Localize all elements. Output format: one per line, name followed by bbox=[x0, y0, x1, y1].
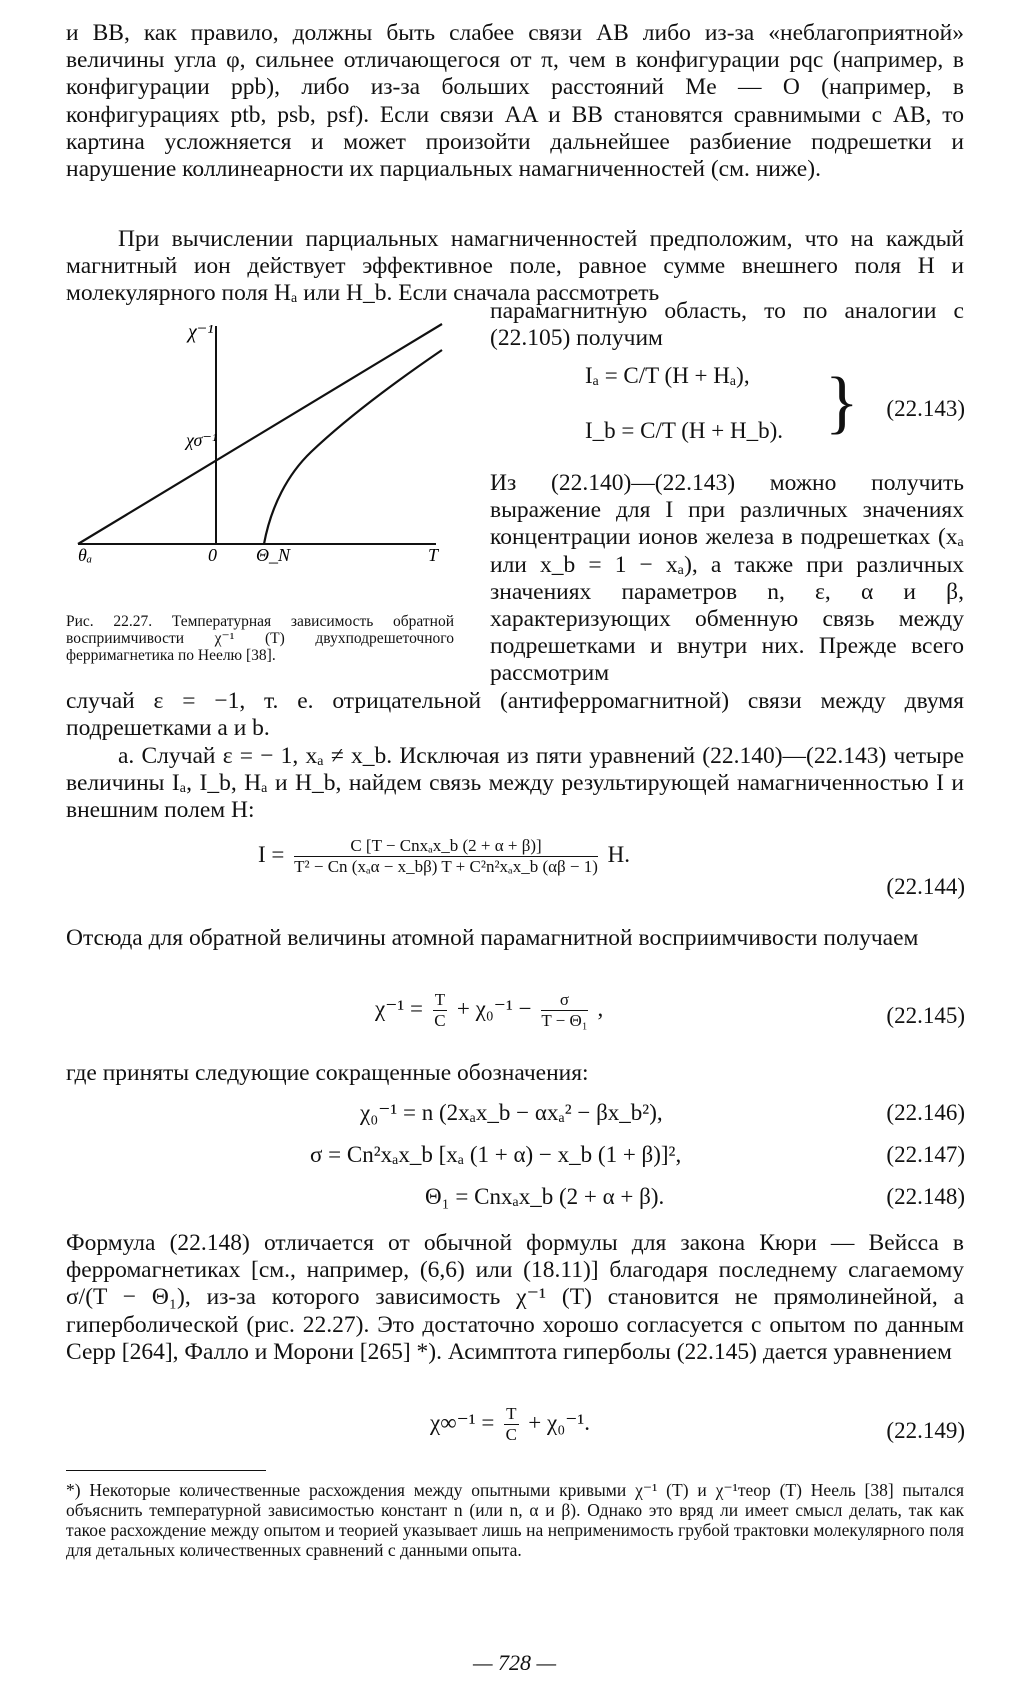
eq145-frac-sigma bbox=[541, 990, 587, 1031]
eq145-middle: + χ₀⁻¹ − bbox=[456, 995, 532, 1021]
equation-number-146: (22.146) bbox=[886, 1100, 965, 1125]
paragraph-5: Отсюда для обратной величины атомной парамагнитной восприимчивости получаем bbox=[66, 925, 919, 951]
paragraph-7: Формула (22.148) отличается от обычной формулы для закона Кюри — Вейсса в ферромагнетиках [см., например, (6,6) или (18.11)] благодаря последнему слагаемому σ/(T − Θ₁), из-за которого зависимость χ⁻¹ (T) становится не прямолинейной, а гиперболической (рис. 22.27). Это достаточно хорошо согласуется с опытом по данным Серр [264], Фалло и Морони [265] *). Асимптота гиперболы (22.145) дается уравнением bbox=[66, 1230, 964, 1365]
eq149-c: C bbox=[505, 1425, 517, 1444]
eq145-denominator: T − Θ₁ bbox=[541, 1011, 588, 1030]
eq149-frac bbox=[504, 1404, 518, 1445]
footnote: *) Некоторые количественные расхождения между опытными кривыми χ⁻¹ (T) и χ⁻¹теор (T) Неель [38] пытался объяснить температурной зависимостью констант n (или n, α и β). Однако это вряд ли имеет смысл делать, так как такое расхождение между опытом и теорией указывает лишь на неприменимость грубой трактовки молекулярного поля для детальных количественных сравнений с данными опыта. bbox=[66, 1480, 964, 1560]
y-tick-label: χσ⁻¹ bbox=[186, 430, 218, 450]
equation-146: χ₀⁻¹ = n (2xₐx_b − αxₐ² − βx_b²), bbox=[360, 1100, 663, 1125]
equation-number-148: (22.148) bbox=[886, 1184, 965, 1209]
eq145-end: , bbox=[597, 995, 604, 1021]
equation-144 bbox=[258, 836, 630, 877]
equation-number-149: (22.149) bbox=[886, 1418, 965, 1443]
equation-145 bbox=[375, 990, 603, 1031]
equation-149 bbox=[430, 1404, 590, 1445]
paragraph-2-continued: парамагнитную область, то по аналогии с (22.105) получим bbox=[490, 298, 964, 352]
asymptote-line bbox=[78, 324, 442, 544]
equation-143b: I_b = C/T (H + H_b). bbox=[585, 418, 784, 443]
equation-148: Θ₁ = Cnxₐx_b (2 + α + β). bbox=[425, 1184, 665, 1209]
eq145-frac-tc bbox=[433, 990, 447, 1031]
equation-number-144: (22.144) bbox=[886, 874, 965, 899]
eq149-rhs: + χ₀⁻¹. bbox=[528, 1409, 590, 1435]
x-label-zero: 0 bbox=[208, 545, 217, 565]
eq145-lhs: χ⁻¹ = bbox=[375, 995, 423, 1021]
equation-147: σ = Cn²xₐx_b [xₐ (1 + α) − x_b (1 + β)]², bbox=[310, 1142, 682, 1167]
paragraph-3-continued: случай ε = −1, т. е. отрицательной (антиферромагнитной) связи между двумя подрешетками a и b. bbox=[66, 688, 964, 742]
paragraph-1: и BB, как правило, должны быть слабее связи AB либо из-за «неблагоприятной» величины угла φ, сильнее отличающегося от π, чем в конфигурации pqc (например, в конфигурации ppb), либо из-за больших расстояний Me — O (например, в конфигурациях ptb, psb, psf). Если связи AA и BB становятся сравнимыми с AB, то картина усложняется и может произойти дальнейшее разбиение подрешетки и нарушение коллинеарности их парциальных намагниченностей (см. ниже). bbox=[66, 20, 964, 183]
eq149-t: T bbox=[506, 1404, 517, 1423]
equation-number-145: (22.145) bbox=[886, 1003, 965, 1028]
x-label-theta-a: θₐ bbox=[78, 545, 93, 565]
figure-22-27 bbox=[66, 316, 466, 616]
eq144-fraction bbox=[294, 836, 598, 877]
paragraph-6: где приняты следующие сокращенные обозначения: bbox=[66, 1060, 589, 1086]
eq144-numerator: C [T − Cnxₐx_b (2 + α + β)] bbox=[294, 836, 598, 857]
eq145-c: C bbox=[434, 1011, 446, 1030]
eq145-t: T bbox=[434, 990, 446, 1009]
hyperbola-curve bbox=[264, 350, 442, 544]
x-label-theta-n: Θ_N bbox=[256, 545, 291, 565]
page-number: — 728 — bbox=[472, 1650, 557, 1675]
x-label-t: T bbox=[428, 545, 439, 565]
eq144-denominator: T² − Cn (xₐα − x_bβ) T + C²n²xₐx_b (αβ − 1) bbox=[294, 857, 598, 876]
figure-caption: Рис. 22.27. Температурная зависимость обратной восприимчивости χ⁻¹ (T) двухподрешеточного ферримагнетика по Неелю [38]. bbox=[66, 613, 454, 664]
eq144-lhs: I = bbox=[258, 841, 285, 867]
paragraph-2: При вычислении парциальных намагниченностей предположим, что на каждый магнитный ион действует эффективное поле, равное сумме внешнего поля H и молекулярного поля Hₐ или H_b. Если сначала рассмотреть bbox=[66, 226, 964, 307]
eq144-rhs: H. bbox=[607, 841, 631, 867]
equation-143a: Iₐ = C/T (H + Hₐ), bbox=[585, 363, 750, 388]
eq145-sigma: σ bbox=[541, 990, 587, 1011]
y-axis-label: χ⁻¹ bbox=[188, 321, 214, 343]
footnote-divider bbox=[66, 1470, 266, 1471]
equation-number-147: (22.147) bbox=[886, 1142, 965, 1167]
eq149-lhs: χ∞⁻¹ = bbox=[430, 1409, 495, 1435]
paragraph-4: a. Случай ε = − 1, xₐ ≠ x_b. Исключая из пяти уравнений (22.140)—(22.143) четыре величины Iₐ, I_b, Hₐ и H_b, найдем связь между результирующей намагниченностью I и внешним полем H: bbox=[66, 743, 964, 824]
equation-number-143: (22.143) bbox=[886, 396, 965, 421]
paragraph-3: Из (22.140)—(22.143) можно получить выражение для I при различных значениях концентрации ионов железа в подрешетках (xₐ или x_b = 1 − xₐ), а также при различных значениях параметров n, ε, α и β, характеризующих обменную связь между подрешетками и внутри них. Прежде всего рассмотрим bbox=[490, 470, 964, 687]
equation-brace: } bbox=[825, 364, 859, 441]
